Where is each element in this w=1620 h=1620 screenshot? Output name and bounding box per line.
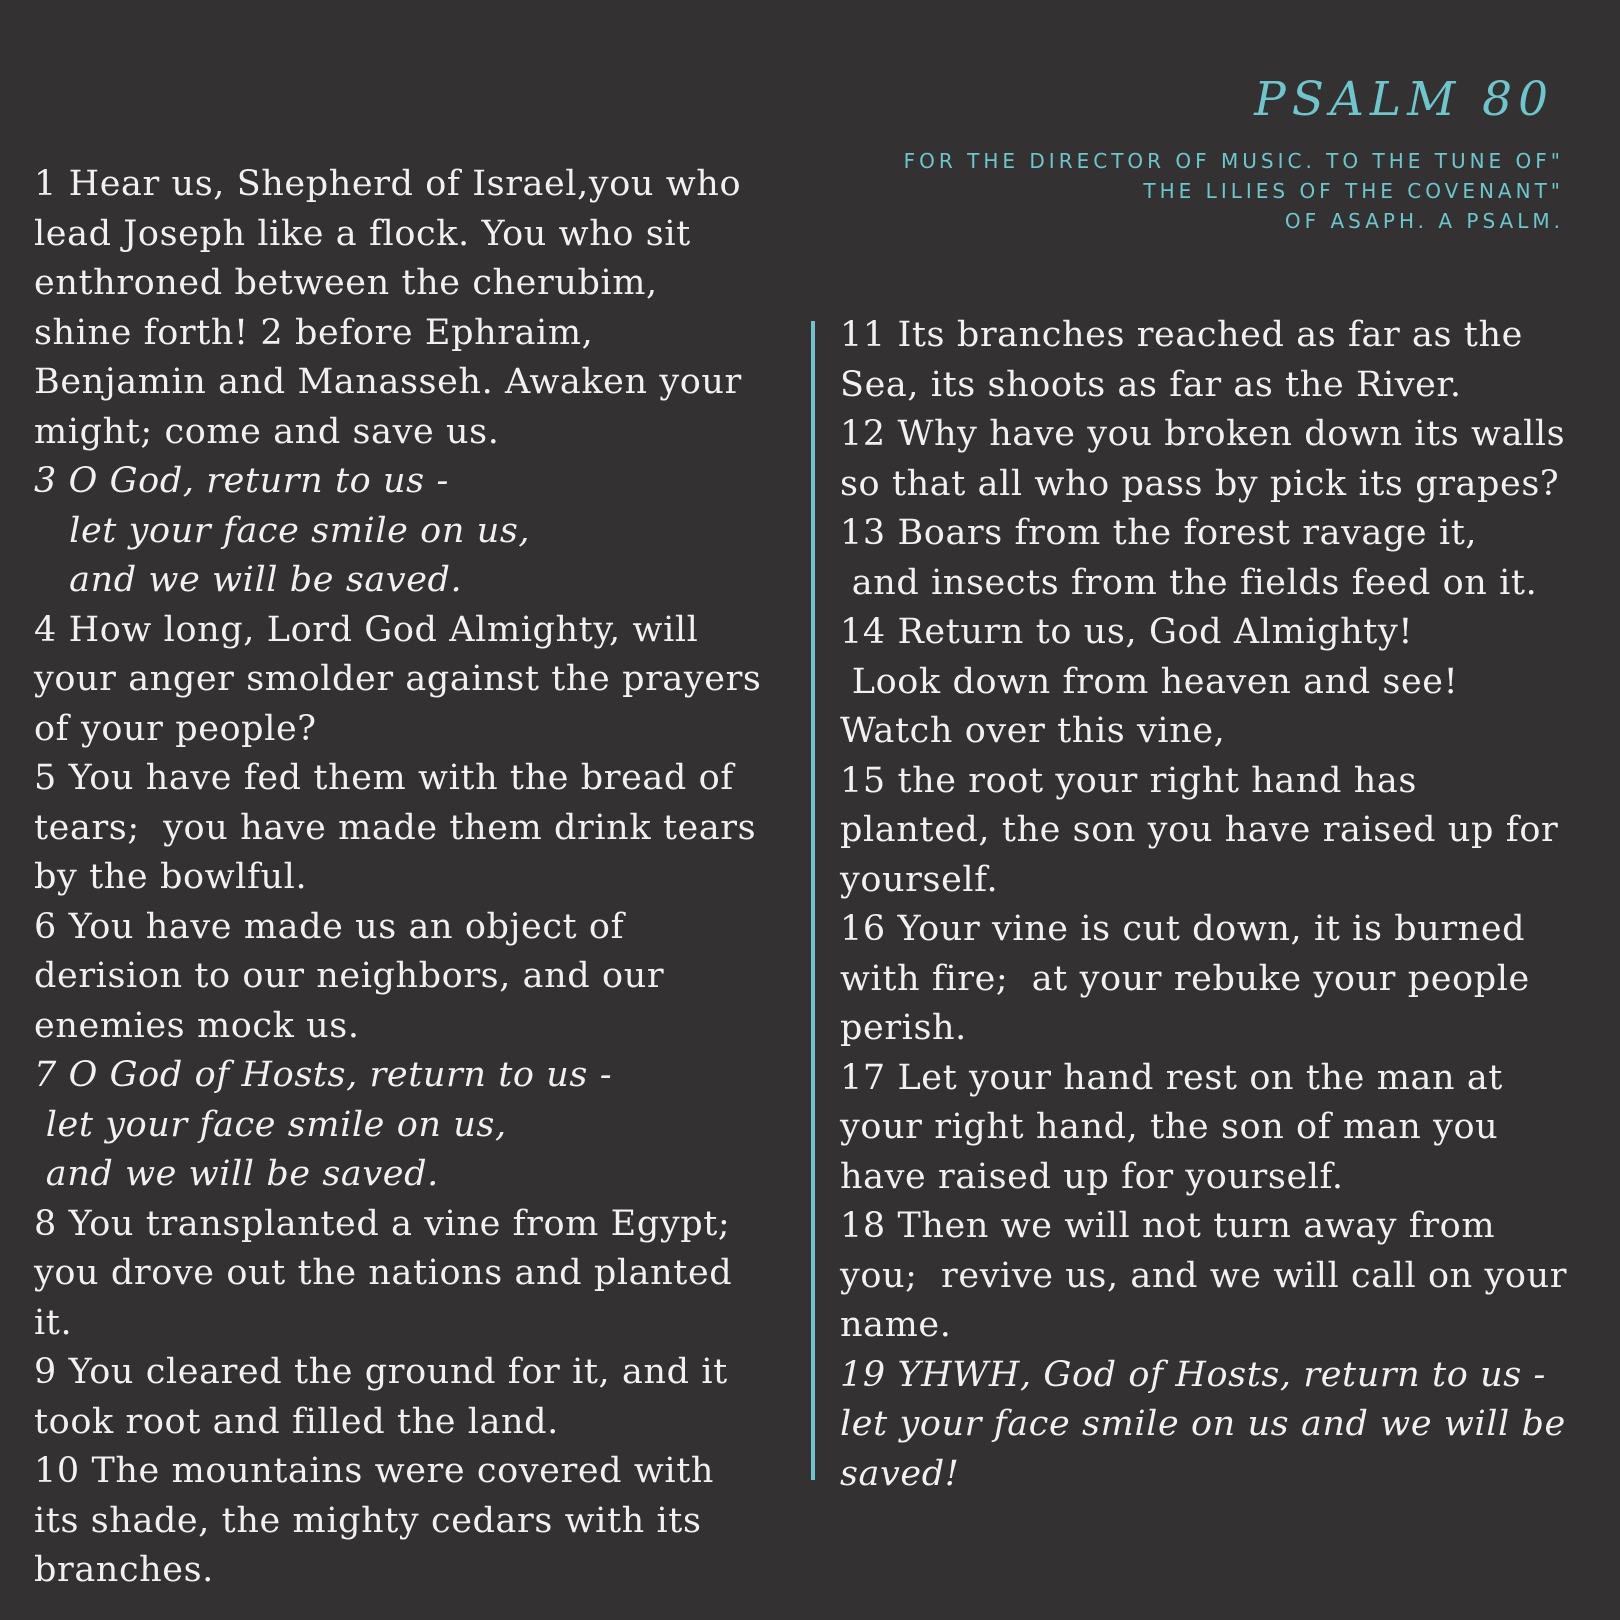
page-title: PSALM 80 (1254, 72, 1554, 127)
verse-line: 14 Return to us, God Almighty! (840, 612, 1414, 652)
verse-line: enthroned between the cherubim, (34, 263, 658, 303)
verse-line: your right hand, the son of man you (840, 1107, 1499, 1147)
verse-line: saved! (840, 1453, 960, 1494)
verse-line: 3 O God, return to us - (34, 461, 449, 501)
verse-line: let your face smile on us, (34, 510, 531, 551)
verse-line: 15 the root your right hand has (840, 760, 1417, 801)
verse-line: lead Joseph like a flock. You who sit (34, 213, 691, 254)
verse-line: Benjamin and Manasseh. Awaken your (34, 362, 742, 402)
verse-line: might; come and save us. (34, 411, 500, 452)
verse-line: 19 YHWH, God of Hosts, return to us - (840, 1354, 1546, 1395)
verse-line: 7 O God of Hosts, return to us - (34, 1055, 613, 1095)
verse-line: 9 You cleared the ground for it, and it (34, 1352, 728, 1392)
verse-line: your anger smolder against the prayers (34, 659, 762, 699)
verse-line: have raised up for yourself. (840, 1156, 1344, 1197)
verse-line: let your face smile on us and we will be (840, 1404, 1566, 1444)
verse-line: yourself. (840, 859, 999, 900)
verse-line: and insects from the fields feed on it. (840, 562, 1538, 603)
verse-line: planted, the son you have raised up for (840, 810, 1559, 850)
verse-line: 8 You transplanted a vine from Egypt; (34, 1203, 731, 1244)
column-divider (811, 321, 815, 1480)
verse-line: shine forth! 2 before Ephraim, (34, 312, 594, 353)
verse-line: of your people? (34, 708, 317, 749)
verse-line: 10 The mountains were covered with (34, 1451, 715, 1491)
verse-line: you drove out the nations and planted (34, 1253, 733, 1293)
superscription-line: FOR THE DIRECTOR OF MUSIC. TO THE TUNE OF" (903, 149, 1564, 173)
verse-line: 6 You have made us an object of (34, 906, 625, 947)
verse-line: 13 Boars from the forest ravage it, (840, 513, 1478, 553)
verse-line: 17 Let your hand rest on the man at (840, 1057, 1503, 1098)
superscription-line: THE LILIES OF THE COVENANT" (1143, 179, 1564, 203)
verse-line: let your face smile on us, (34, 1104, 507, 1145)
verse-line: it. (34, 1302, 73, 1343)
verse-line: Watch over this vine, (840, 711, 1226, 751)
verse-line: Look down from heaven and see! (840, 661, 1459, 702)
verse-line: 16 Your vine is cut down, it is burned (840, 909, 1526, 949)
verse-line: you; revive us, and we will call on your (840, 1255, 1568, 1296)
verse-line: tears; you have made them drink tears (34, 807, 757, 848)
verse-line: name. (840, 1305, 952, 1345)
verse-line: its shade, the mighty cedars with its (34, 1500, 702, 1541)
verse-line: enemies mock us. (34, 1005, 360, 1046)
verse-line: 12 Why have you broken down its walls (840, 414, 1566, 454)
superscription (804, 146, 1564, 236)
verse-line: Sea, its shoots as far as the River. (840, 364, 1462, 405)
right-text-column (840, 311, 1600, 1499)
verse-line: took root and filled the land. (34, 1401, 559, 1442)
verse-line: and we will be saved. (34, 1154, 439, 1194)
verse-line: 1 Hear us, Shepherd of Israel,you who (34, 164, 742, 204)
verse-line: derision to our neighbors, and our (34, 956, 665, 996)
left-text-column (34, 160, 794, 1596)
verse-line: 11 Its branches reached as far as the (840, 315, 1523, 355)
verse-line: 4 How long, Lord God Almighty, will (34, 609, 699, 650)
verse-line: perish. (840, 1008, 967, 1048)
superscription-line: OF ASAPH. A PSALM. (1284, 209, 1564, 233)
verse-line: so that all who pass by pick its grapes? (840, 463, 1560, 504)
verse-line: by the bowlful. (34, 857, 308, 897)
verse-line: 5 You have fed them with the bread of (34, 758, 734, 798)
verse-line: branches. (34, 1550, 214, 1590)
verse-line: 18 Then we will not turn away from (840, 1206, 1496, 1246)
verse-line: and we will be saved. (34, 560, 463, 600)
verse-line: with fire; at your rebuke your people (840, 958, 1530, 999)
